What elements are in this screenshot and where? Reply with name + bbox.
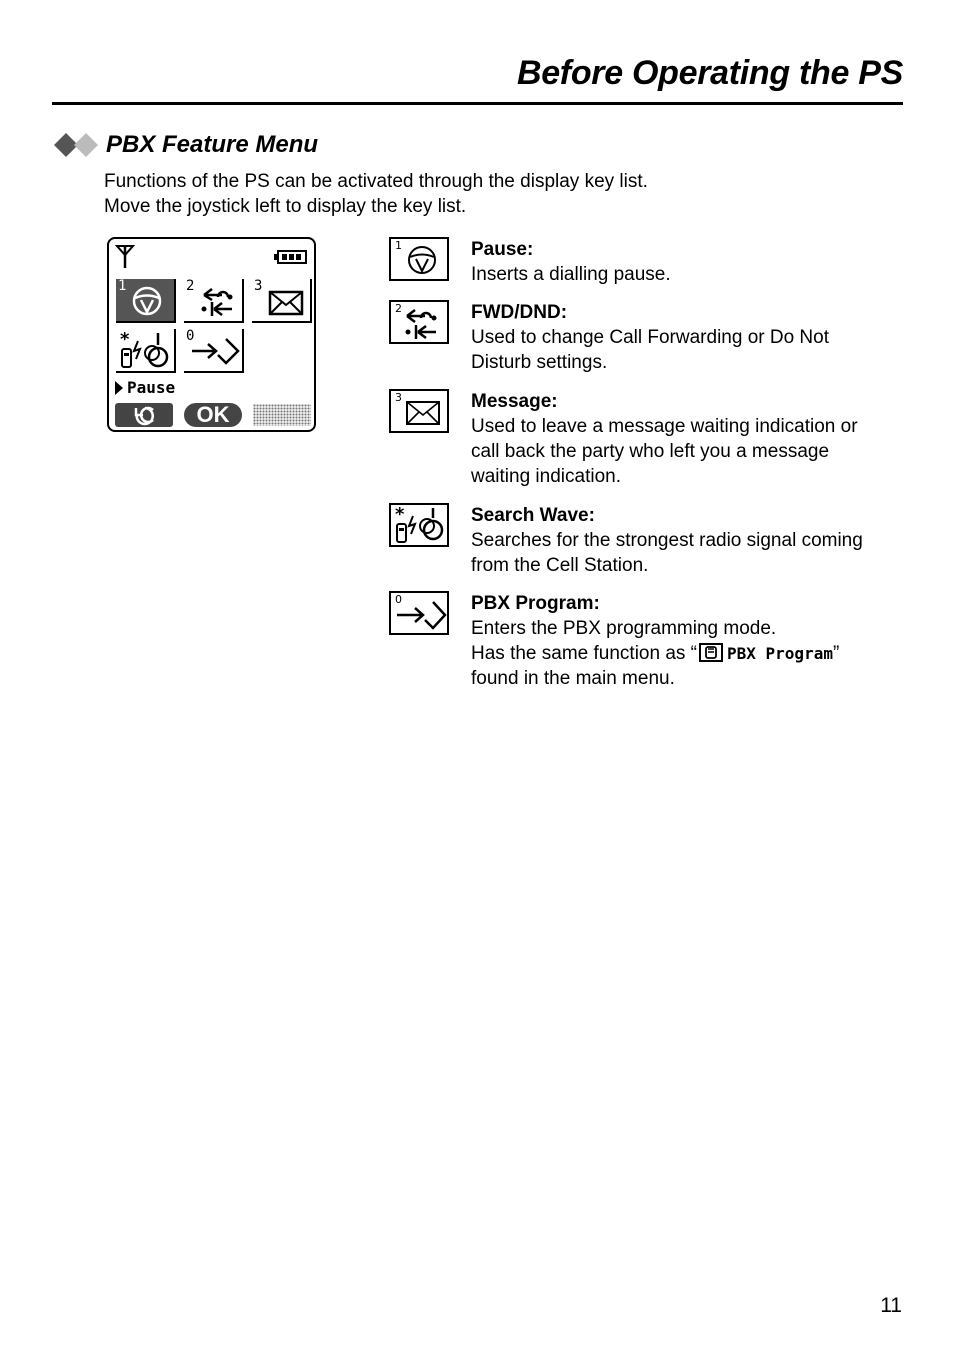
feature-desc-line: Enters the PBX programming mode. [471,618,777,639]
page-header [52,50,903,105]
selected-key-label [115,378,175,397]
feature-icon-box [389,591,449,635]
key-pause[interactable] [116,279,176,323]
section-heading [54,128,318,162]
feature-desc-line: Used to change Call Forwarding or Do Not [471,327,830,348]
feature-desc-line: Disturb settings. [471,352,608,373]
diamonds-icon [54,131,100,159]
intro-text [104,169,648,219]
back-softkey[interactable] [115,403,173,427]
feature-desc-line: Inserts a dialling pause. [471,264,671,285]
feature-pause [389,237,909,287]
feature-icon-box [389,503,449,547]
feature-icon-box [389,237,449,281]
search-wave-icon [393,506,447,546]
fwd-dnd-icon [198,285,236,317]
feature-text [471,237,909,287]
key-message[interactable] [252,279,312,323]
pbx-program-icon [190,335,240,367]
feature-fwd-dnd [389,300,909,376]
feature-number: 1 [395,239,402,252]
pause-icon [130,285,164,317]
feature-desc-line: waiting indication. [471,466,621,487]
feature-desc-line: Used to leave a message waiting indication or [471,416,858,437]
feature-title: Message: [471,391,558,412]
selected-key-text: Pause [127,378,176,397]
same-function-prefix: Has the same function as “ [471,643,697,664]
message-icon [268,290,304,316]
menu-item-pbx-program: PBX Program [727,644,833,663]
page-title: Before Operating the PS [516,54,903,92]
key-number: 2 [186,278,195,294]
svg-text:*: * [395,506,405,525]
dot-pattern [253,404,311,426]
key-search-wave[interactable] [116,329,176,373]
key-fwd-dnd[interactable] [184,279,244,323]
feature-text [471,503,909,578]
main-menu-pbx-icon [699,643,723,662]
ok-softkey[interactable]: OK [184,403,242,427]
feature-number: 2 [395,302,402,315]
feature-desc-line: from the Cell Station. [471,555,649,576]
feature-title: PBX Program: [471,593,600,614]
key-number: 0 [186,328,195,344]
cursor-triangle-icon [115,381,123,395]
feature-number: 3 [395,391,402,404]
svg-text:*: * [120,331,130,350]
intro-line: Move the joystick left to display the key list. [104,196,467,217]
same-function-suffix: ” [832,643,840,664]
feature-search-wave [389,503,909,579]
feature-icon-box [389,389,449,433]
feature-desc-line: found in the main menu. [471,668,675,689]
key-number: 3 [254,278,263,294]
feature-title: Search Wave: [471,505,595,526]
back-arrow-icon [115,403,173,427]
intro-line: Functions of the PS can be activated through the display key list. [104,171,648,192]
battery-icon [274,249,308,265]
feature-message [389,389,909,489]
feature-text [471,389,909,489]
feature-desc-line: call back the party who left you a message [471,441,830,462]
pause-icon [405,243,439,277]
feature-text [471,300,909,375]
message-icon [405,400,441,426]
feature-same-function-line [471,641,909,666]
feature-title: Pause: [471,239,534,260]
feature-title: FWD/DND: [471,302,568,323]
section-title: PBX Feature Menu [106,131,319,158]
fwd-dnd-icon [403,306,441,340]
antenna-icon [115,243,135,269]
feature-text [471,591,909,691]
key-number: 1 [118,278,127,294]
feature-desc-line: Searches for the strongest radio signal coming [471,530,863,551]
feature-number: 0 [395,593,402,606]
feature-icon-box [389,300,449,344]
feature-pbx-program [389,591,909,691]
key-pbx-program[interactable] [184,329,244,373]
pbx-program-icon [395,597,447,631]
search-wave-icon [118,331,172,371]
phone-display [107,237,316,432]
page-number: 11 [880,1294,902,1317]
